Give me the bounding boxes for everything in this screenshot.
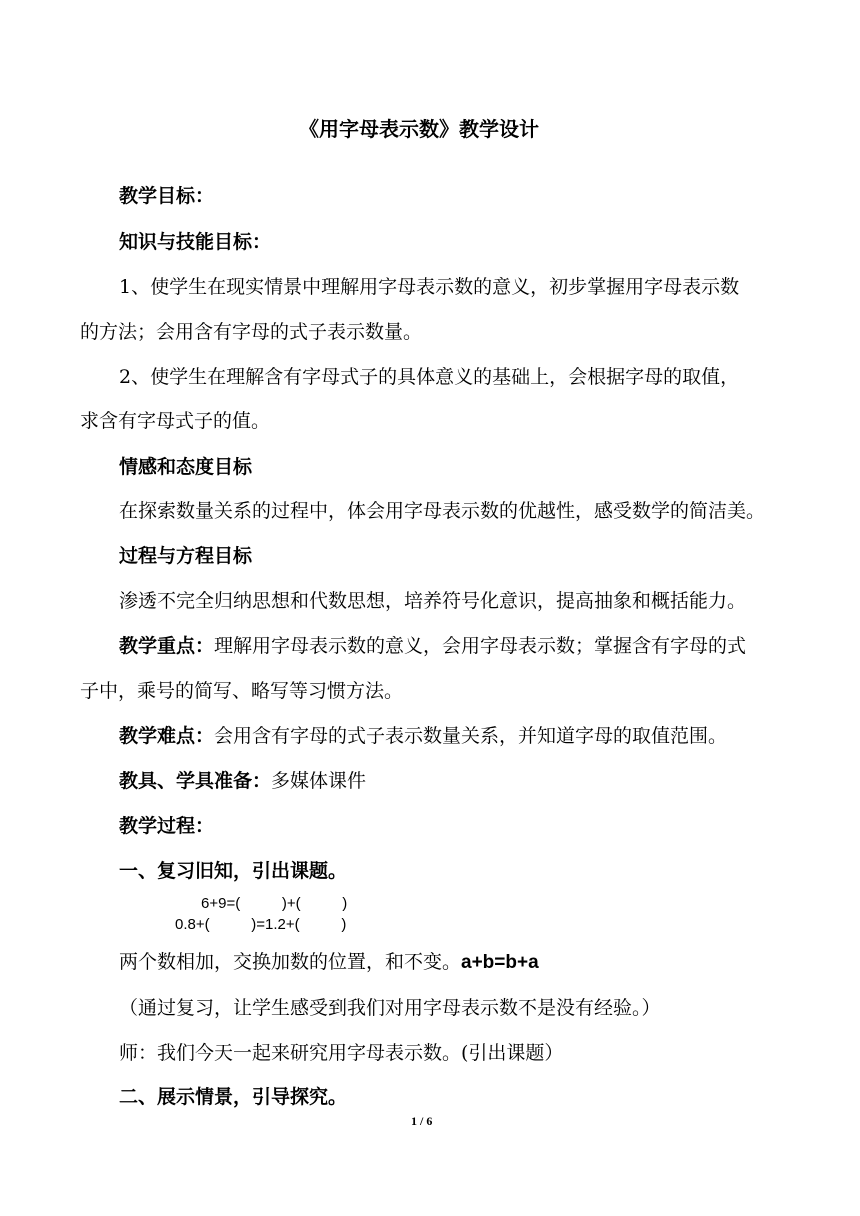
tools-label: 教具、学具准备：: [119, 770, 272, 792]
key-points-label: 教学重点：: [119, 635, 215, 657]
goal1-line1: 1、使学生在现实情景中理解用字母表示数的意义，初步掌握用字母表示数: [119, 276, 740, 298]
process-text: 渗透不完全归纳思想和代数思想，培养符号化意识，提高抽象和概括能力。: [119, 590, 747, 612]
equation-2: 0.8+( )=1.2+( ): [175, 916, 347, 933]
difficulty-text: 会用含有字母的式子表示数量关系，并知道字母的取值范围。: [214, 725, 728, 747]
difficulty-label: 教学难点：: [119, 725, 215, 747]
goal2-line2: 求含有字母式子的值。: [80, 410, 271, 432]
key-points-line2: 子中，乘号的简写、略写等习惯方法。: [80, 680, 404, 702]
rule-formula: a+b=b+a: [461, 952, 539, 973]
tools-line: [119, 769, 366, 793]
knowledge-heading: 知识与技能目标：: [119, 231, 272, 253]
emotion-text: 在探索数量关系的过程中，体会用字母表示数的优越性，感受数学的简洁美。: [119, 500, 766, 522]
tools-text: 多媒体课件: [271, 770, 367, 792]
goal2-line1: 2、使学生在理解含有字母式子的具体意义的基础上，会根据字母的取值，: [119, 366, 740, 388]
step1-heading: 一、复习旧知，引出课题。: [119, 860, 348, 882]
equation-1: 6+9=( )+( ): [201, 895, 348, 912]
page-number: 1 / 6: [411, 1114, 433, 1128]
rule-text: 两个数相加，交换加数的位置，和不变。: [119, 951, 462, 973]
goals-heading: 教学目标：: [119, 185, 215, 207]
goal1-line2: 的方法；会用含有字母的式子表示数量。: [80, 321, 423, 343]
procedure-heading: 教学过程：: [119, 815, 215, 837]
rule-line: [119, 950, 539, 975]
step2-heading: 二、展示情景，引导探究。: [119, 1086, 348, 1108]
teacher-line: 师：我们今天一起来研究用字母表示数。(引出课题）: [119, 1042, 564, 1064]
process-heading: 过程与方程目标: [119, 545, 253, 567]
key-points-line1: [119, 634, 746, 658]
emotion-heading: 情感和态度目标: [119, 456, 253, 478]
document-title: 《用字母表示数》教学设计: [299, 117, 539, 141]
key-points-text: 理解用字母表示数的意义，会用字母表示数；掌握含有字母的式: [214, 635, 747, 657]
difficulty-line: [119, 724, 727, 748]
review-note: （通过复习，让学生感受到我们对用字母表示数不是没有经验。）: [119, 997, 661, 1019]
